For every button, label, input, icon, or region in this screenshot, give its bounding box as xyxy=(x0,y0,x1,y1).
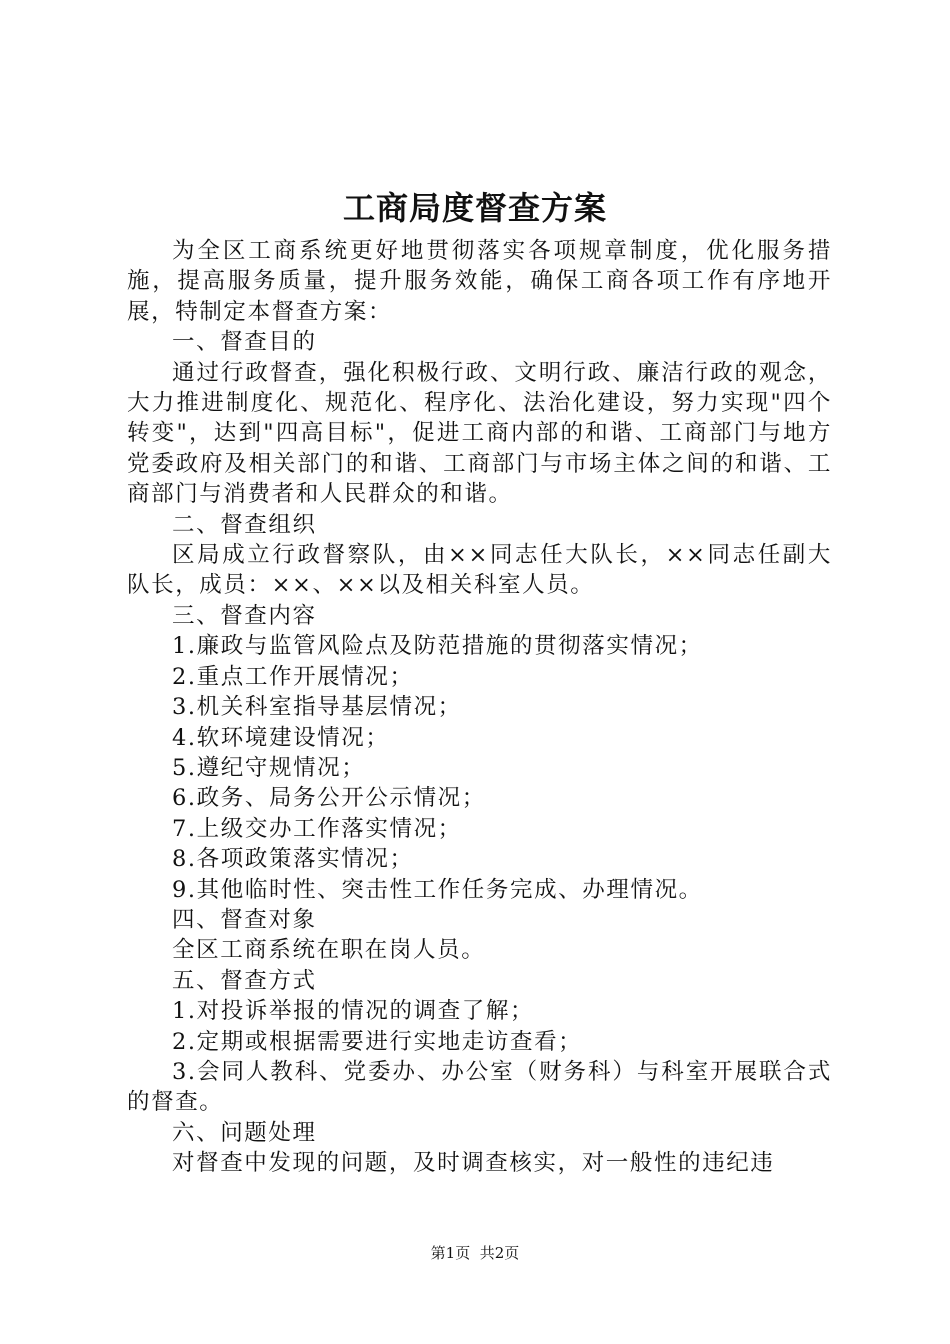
section-heading: 三、督查内容 xyxy=(172,602,317,629)
list-item: 3.会同人教科、党委办、办公室（财务科）与科室开展联合式的督查。 xyxy=(127,1058,832,1116)
section-heading: 六、问题处理 xyxy=(172,1119,317,1146)
section-heading: 二、督查组织 xyxy=(172,511,317,538)
section-heading: 五、督查方式 xyxy=(172,967,317,994)
list-item: 3.机关科室指导基层情况； xyxy=(172,694,462,721)
document-body xyxy=(127,236,832,1179)
paragraph: 对督查中发现的问题，及时调查核实，对一般性的违纪违 xyxy=(172,1150,775,1177)
document-title: 工商局度督查方案 xyxy=(342,189,607,227)
list-item: 2.定期或根据需要进行实地走访查看； xyxy=(172,1028,583,1055)
paragraph: 通过行政督查，强化积极行政、文明行政、廉洁行政的观念，大力推进制度化、规范化、程序化、法治化建设，努力实现"四个转变"，达到"四高目标"，促进工商内部的和谐、工商部门与地方党委政府及相关部门的和谐、工商部门与市场主体之间的和谐、工商部门与消费者和人民群众的和谐。 xyxy=(127,359,832,508)
page-footer xyxy=(0,1243,950,1263)
list-item: 5.遵纪守规情况； xyxy=(172,754,366,781)
page-total: 共2页 xyxy=(479,1244,520,1262)
page-number: 第1页 xyxy=(430,1244,471,1262)
list-item: 1.对投诉举报的情况的调查了解； xyxy=(172,998,535,1025)
list-item: 2.重点工作开展情况； xyxy=(172,663,414,690)
list-item: 8.各项政策落实情况； xyxy=(172,846,414,873)
list-item: 7.上级交办工作落实情况； xyxy=(172,815,462,842)
list-item: 4.软环境建设情况； xyxy=(172,724,390,751)
paragraph: 全区工商系统在职在岗人员。 xyxy=(172,937,486,964)
list-item: 1.廉政与监管风险点及防范措施的贯彻落实情况； xyxy=(172,633,703,660)
section-heading: 一、督查目的 xyxy=(172,329,317,356)
section-heading: 四、督查对象 xyxy=(172,906,317,933)
intro-paragraph: 为全区工商系统更好地贯彻落实各项规章制度，优化服务措施，提高服务质量，提升服务效能，确保工商各项工作有序地开展，特制定本督查方案： xyxy=(127,238,832,325)
list-item: 6.政务、局务公开公示情况； xyxy=(172,785,486,812)
paragraph: 区局成立行政督察队，由××同志任大队长，××同志任副大队长，成员：××、××以及相关科室人员。 xyxy=(127,542,832,599)
list-item: 9.其他临时性、突击性工作任务完成、办理情况。 xyxy=(172,876,703,903)
